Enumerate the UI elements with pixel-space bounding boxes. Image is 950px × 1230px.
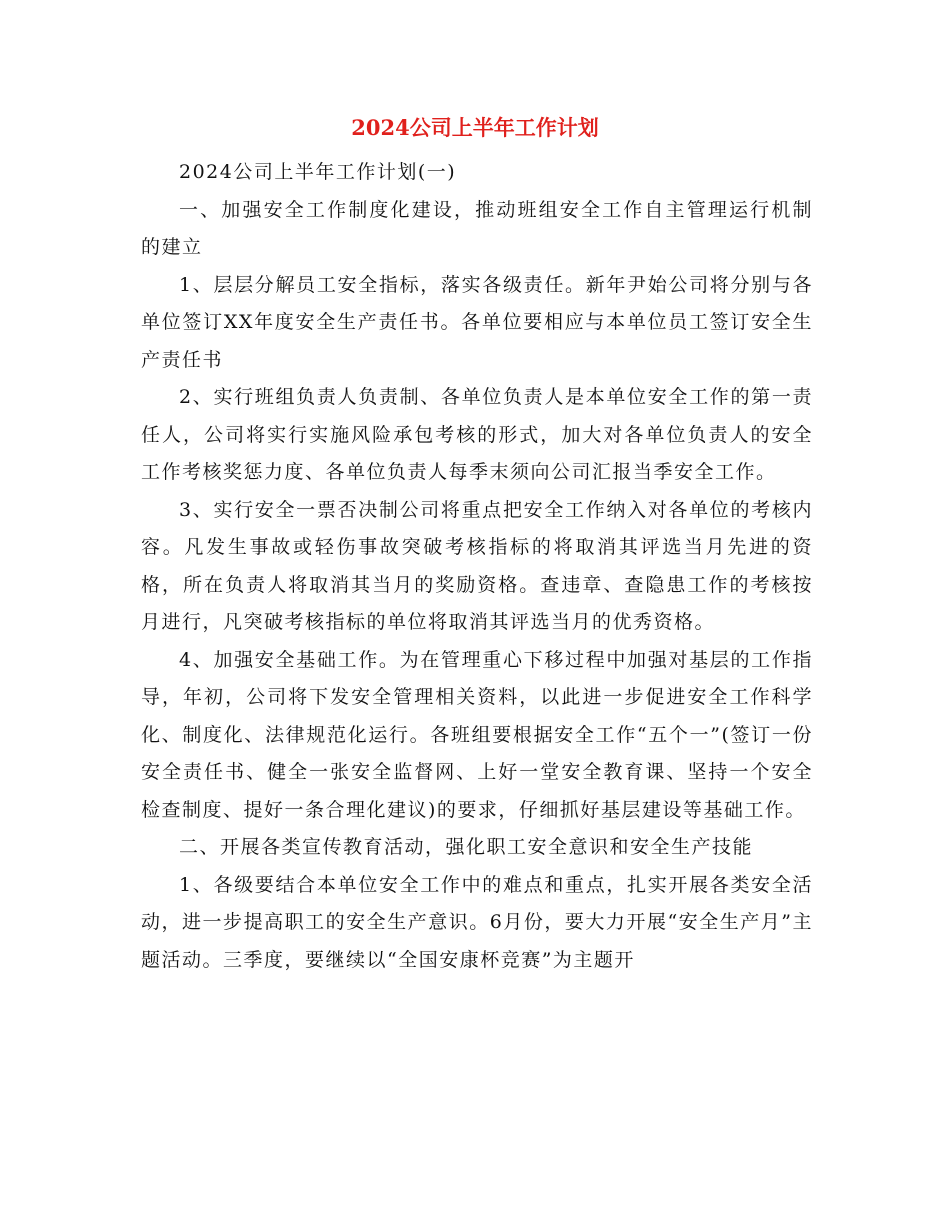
paragraph: 3、实行安全一票否决制公司将重点把安全工作纳入对各单位的考核内容。凡发生事故或轻伤事故突破考核指标的将取消其评选当月先进的资格，所在负责人将取消其当月的奖励资格。查违章、查隐患工作的考核按月进行，凡突破考核指标的单位将取消其评选当月的优秀资格。 (141, 498, 813, 633)
document-title: 2024公司上半年工作计划 (351, 115, 599, 140)
section-heading: 二、开展各类宣传教育活动，强化职工安全意识和安全生产技能 (179, 836, 754, 858)
paragraph: 1、各级要结合本单位安全工作中的难点和重点，扎实开展各类安全活动，进一步提高职工的安全生产意识。6月份，要大力开展“安全生产月”主题活动。三季度，要继续以“全国安康杯竞赛”为主题开 (141, 873, 813, 971)
paragraph: 2024公司上半年工作计划(一) (179, 161, 457, 183)
paragraph: 1、层层分解员工安全指标，落实各级责任。新年尹始公司将分别与各单位签订XX年度安全生产责任书。各单位要相应与本单位员工签订安全生产责任书 (141, 273, 813, 371)
paragraph: 4、加强安全基础工作。为在管理重心下移过程中加强对基层的工作指导，年初，公司将下发安全管理相关资料，以此进一步促进安全工作科学化、制度化、法律规范化运行。各班组要根据安全工作“五个一”(签订一份安全责任书、健全一张安全监督网、上好一堂安全教育课、坚持一个安全检查制度、提好一条合理化建议)的要求，仔细抓好基层建设等基础工作。 (141, 648, 813, 821)
section-heading: 一、加强安全工作制度化建设，推动班组安全工作自主管理运行机制的建立 (141, 198, 813, 258)
document-body (141, 154, 813, 979)
paragraph: 2、实行班组负责人负责制、各单位负责人是本单位安全工作的第一责任人，公司将实行实施风险承包考核的形式，加大对各单位负责人的安全工作考核奖惩力度、各单位负责人每季末须向公司汇报当季安全工作。 (141, 386, 813, 483)
